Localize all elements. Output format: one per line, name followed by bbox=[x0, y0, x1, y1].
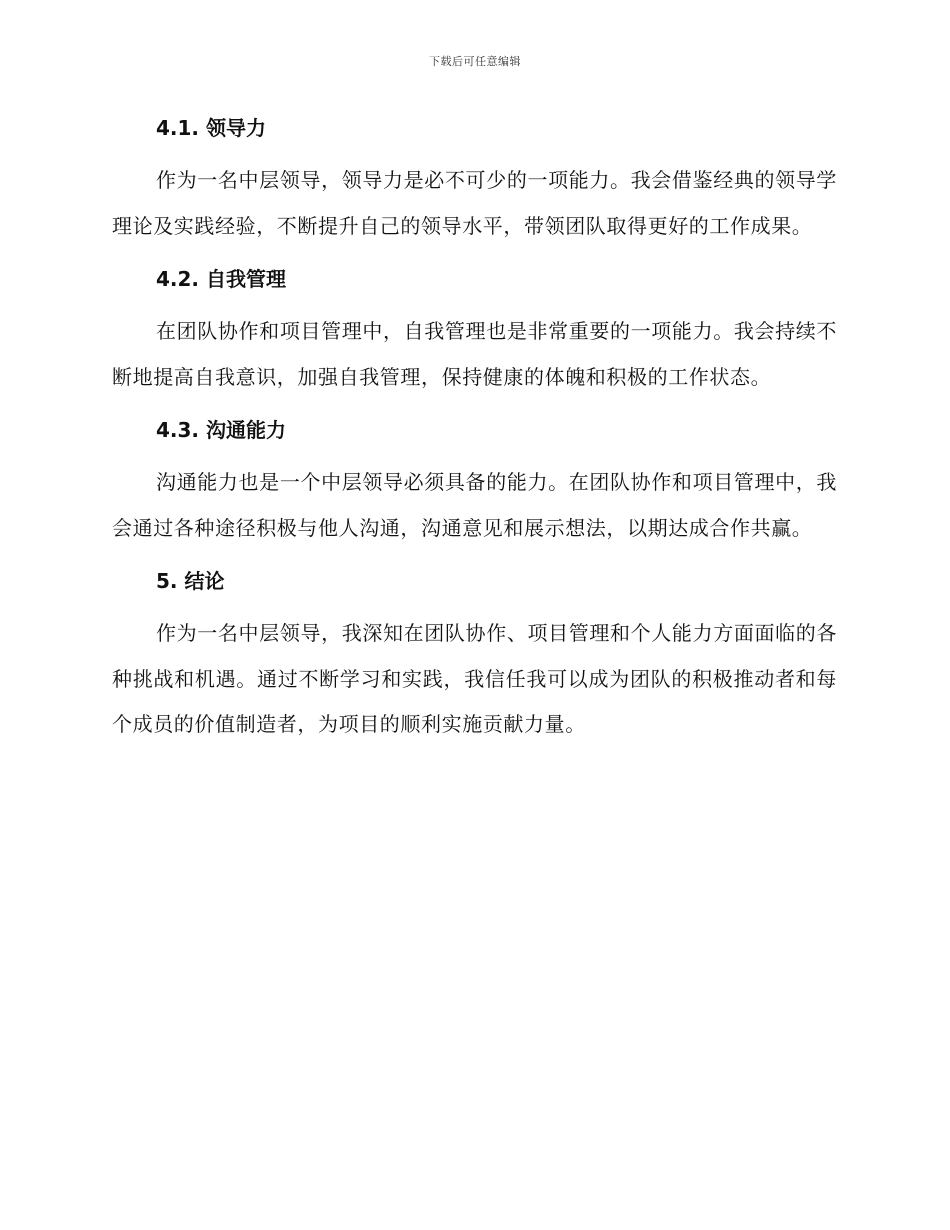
section-paragraph: 作为一名中层领导，我深知在团队协作、项目管理和个人能力方面面临的各种挑战和机遇。通过不断学习和实践，我信任我可以成为团队的积极推动者和每个成员的价值制造者，为项目的顺利实施贡献力量。 bbox=[112, 621, 837, 736]
section-heading: 4.3. 沟通能力 bbox=[156, 418, 286, 442]
section-leadership bbox=[112, 112, 837, 249]
section-self-management bbox=[112, 263, 837, 400]
section-communication bbox=[112, 414, 837, 551]
document-body bbox=[112, 112, 837, 762]
section-paragraph: 作为一名中层领导，领导力是必不可少的一项能力。我会借鉴经典的领导学理论及实践经验，不断提升自己的领导水平，带领团队取得更好的工作成果。 bbox=[112, 168, 837, 238]
section-paragraph: 在团队协作和项目管理中，自我管理也是非常重要的一项能力。我会持续不断地提高自我意识，加强自我管理，保持健康的体魄和积极的工作状态。 bbox=[112, 319, 837, 389]
section-heading: 5. 结论 bbox=[156, 569, 225, 593]
section-heading: 4.2. 自我管理 bbox=[156, 267, 286, 291]
section-paragraph: 沟通能力也是一个中层领导必须具备的能力。在团队协作和项目管理中，我会通过各种途径积极与他人沟通，沟通意见和展示想法，以期达成合作共赢。 bbox=[112, 470, 837, 540]
section-conclusion bbox=[112, 565, 837, 748]
page-header: 下载后可任意编辑 bbox=[429, 55, 521, 68]
section-heading: 4.1. 领导力 bbox=[156, 116, 266, 140]
